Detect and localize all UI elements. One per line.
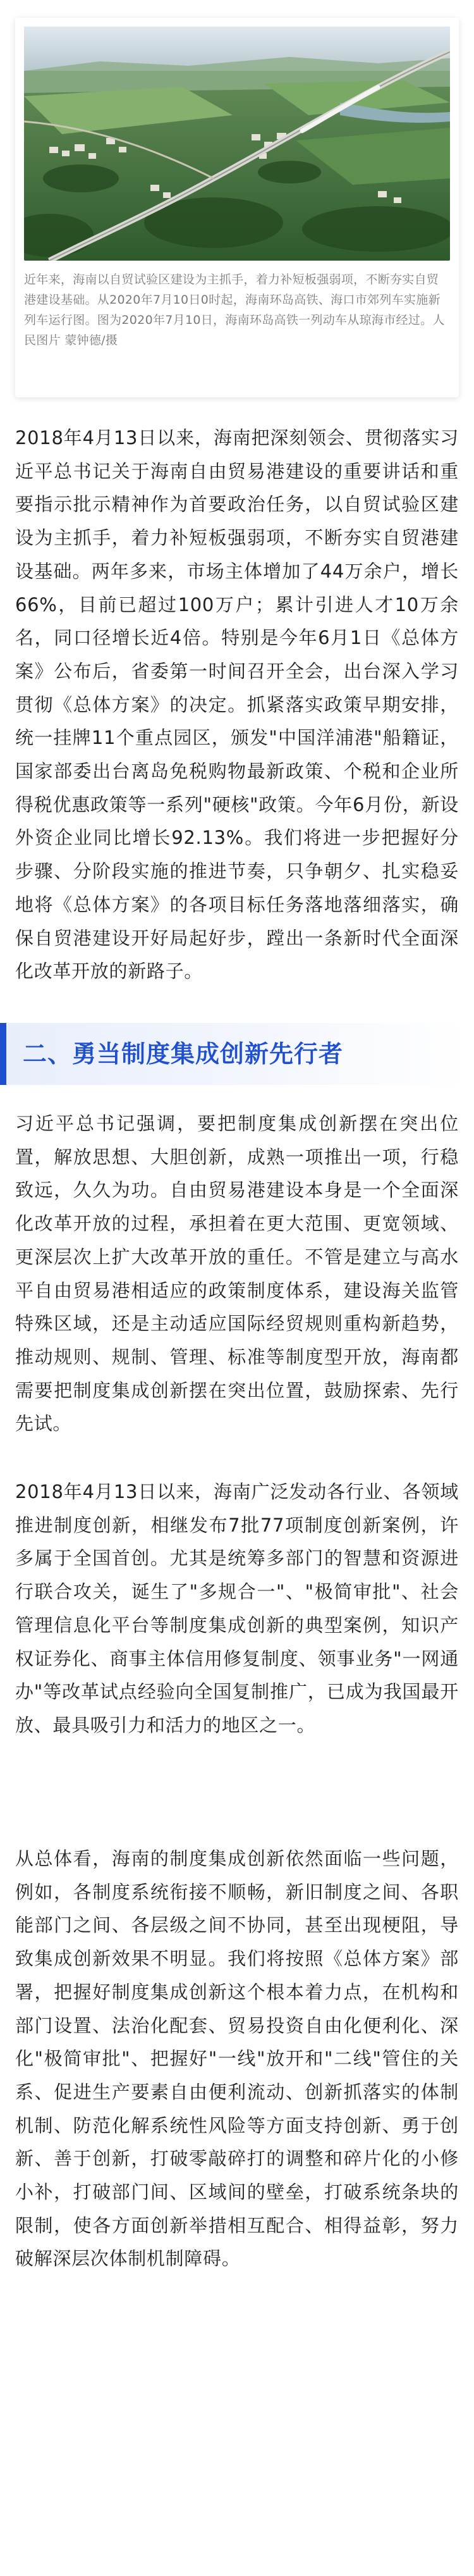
section-heading (0, 1023, 465, 1085)
aerial-railway-photo (24, 27, 450, 261)
paragraph-1: 2018年4月13日以来，海南把深刻领会、贯彻落实习近平总书记关于海南自由贸易港建设的重要讲话和重要指示批示精神作为首要政治任务，以自贸试验区建设为主抓手，着力补短板强弱项，不断夯实自贸港建设基础。两年多来，市场主体增加了44万余户，增长66%，目前已超过100万户；累计引进人才10万余名，同口径增长近4倍。特别是今年6月1日《总体方案》公布后，省委第一时间召开全会，出台深入学习贯彻《总体方案》的决定。抓紧落实政策早期安排，统一挂牌11个重点园区，颁发"中国洋浦港"船籍证，国家部委出台离岛免税购物最新政策、个税和企业所得税优惠政策等一系列"硬核"政策。今年6月份，新设外资企业同比增长92.13%。我们将进一步把握好分步骤、分阶段实施的推进节奏，只争朝夕、扎实稳妥地将《总体方案》的各项目标任务落地落细落实，确保自贸港建设开好局起好步，蹚出一条新时代全面深化改革开放的新路子。 (15, 427, 459, 982)
paragraph-3: 2018年4月13日以来，海南广泛发动各行业、各领域推进制度创新，相继发布7批77项制度创新案例，许多属于全国首创。尤其是统筹多部门的智慧和资源进行联合攻关，诞生了"多规合一"、"极简审批"、社会管理信息化平台等制度集成创新的典型案例，知识产权证券化、商事主体信用修复制度、领事业务"一网通办"等改革试点经验向全国复制推广，已成为我国最开放、最具吸引力和活力的地区之一。 (15, 1481, 459, 1736)
photo-illustration (24, 27, 450, 261)
paragraph-2: 习近平总书记强调，要把制度集成创新摆在突出位置，解放思想、大胆创新，成熟一项推出一项，行稳致远，久久为功。自由贸易港建设本身是一个全面深化改革开放的过程，承担着在更大范围、更宽领域、更深层次上扩大改革开放的重任。不管是建立与高水平自由贸易港相适应的政策制度体系，建设海关监管特殊区域，还是主动适应国际经贸规则重构新趋势，推动规则、规制、管理、标准等制度型开放，海南都需要把制度集成创新摆在突出位置，鼓励探索、先行先试。 (15, 1113, 459, 1435)
section-title: 二、勇当制度集成创新先行者 (23, 1040, 344, 1068)
figure-card (15, 18, 459, 397)
paragraph-4: 从总体看，海南的制度集成创新依然面临一些问题，例如，各制度系统衔接不顺畅，新旧制度之间、各职能部门之间、各层级之间不协同，甚至出现梗阻，导致集成创新效果不明显。我们将按照《总体方案》部署，把握好制度集成创新这个根本着力点，在机构和部门设置、法治化配套、贸易投资自由化便利化、深化"极简审批"、把握好"一线"放开和"二线"管住的关系、促进生产要素自由便利流动、创新抓落实的体制机制、防范化解系统性风险等方面支持创新、勇于创新、善于创新，打破零敲碎打的调整和碎片化的小修小补，打破部门间、区域间的壁垒，打破系统条块的限制，使各方面创新举措相互配合、相得益彰，努力破解深层次体制机制障碍。 (15, 1848, 459, 2270)
section-heading-accent-bar (0, 1023, 6, 1085)
photo-caption: 近年来，海南以自贸试验区建设为主抓手，着力补短板强弱项，不断夯实自贸港建设基础。从2020年7月10日0时起，海南环岛高铁、海口市郊列车实施新列车运行图。图为2020年7月10日，海南环岛高铁一列动车从琼海市经过。人民图片 蒙钟德/摄 (24, 273, 445, 347)
